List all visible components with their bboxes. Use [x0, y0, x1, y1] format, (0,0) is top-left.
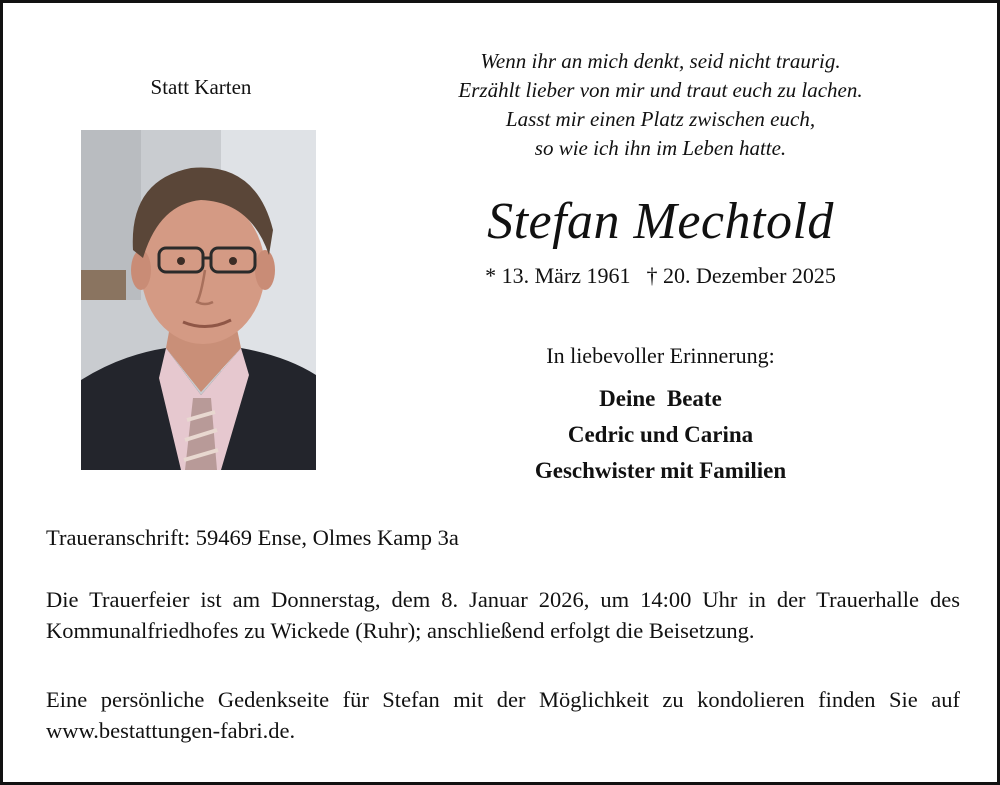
poem	[403, 47, 918, 163]
mourner: Cedric und Carina	[567, 422, 754, 447]
mourner: Geschwister mit Familien	[534, 458, 787, 483]
portrait-photo	[81, 130, 316, 470]
birth-date: * 13. März 1961	[485, 263, 631, 288]
portrait-image	[81, 130, 316, 470]
ceremony-paragraph: Die Trauerfeier ist am Donnerstag, dem 8. Januar 2026, um 14:00 Uhr in der Trauerhalle des Kommunalfriedhofes zu Wickede (Ruhr); anschließend erfolgt die Beisetzung.	[46, 587, 960, 643]
poem-line: Lasst mir einen Platz zwischen euch,	[505, 107, 816, 131]
life-dates	[403, 263, 918, 289]
mourner: Deine Beate	[599, 386, 722, 411]
condolence-paragraph: Eine persönliche Gedenkseite für Stefan mit der Möglichkeit zu kondolieren finden Sie auf www.bestattungen-fabri.de.	[46, 687, 960, 743]
deceased-name: Stefan Mechtold	[487, 193, 834, 250]
mourners-list	[403, 381, 918, 489]
poem-line: so wie ich ihn im Leben hatte.	[534, 136, 787, 160]
funeral-address: Traueranschrift: 59469 Ense, Olmes Kamp 3a	[46, 525, 459, 550]
poem-line: Wenn ihr an mich denkt, seid nicht traurig.	[480, 49, 841, 73]
memory-intro: In liebevoller Erinnerung:	[546, 343, 775, 368]
statt-karten-label: Statt Karten	[150, 75, 252, 99]
poem-line: Erzählt lieber von mir und traut euch zu lachen.	[458, 78, 863, 102]
death-date: † 20. Dezember 2025	[646, 263, 836, 288]
